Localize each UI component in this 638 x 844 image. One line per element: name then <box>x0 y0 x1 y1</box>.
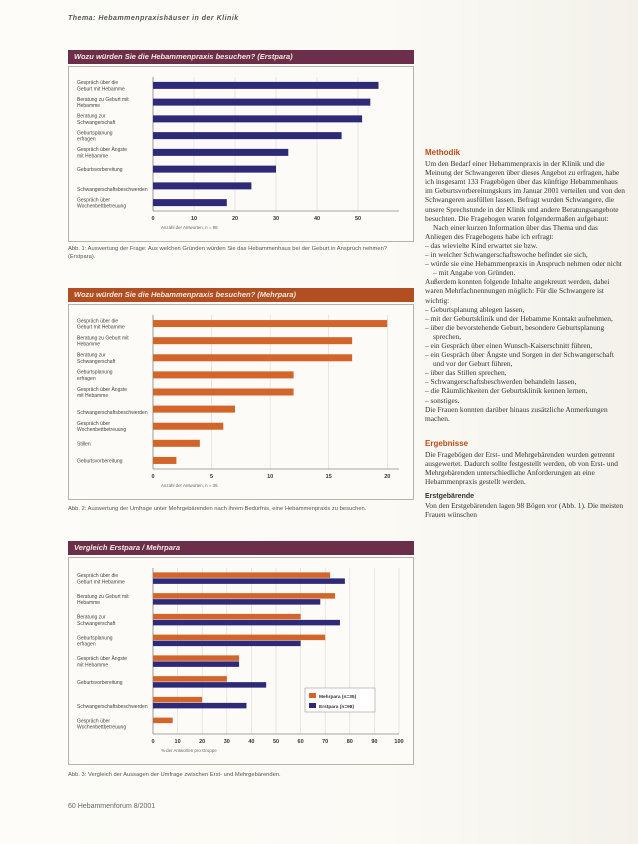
bar <box>153 457 176 464</box>
bar-erstpara <box>153 682 266 688</box>
bar <box>153 371 294 378</box>
bar <box>153 115 362 122</box>
bar-mehrpara <box>153 697 202 703</box>
figure-3-caption: Abb. 3: Vergleich der Aussagen der Umfrage zwischen Erst- und Mehrgebärenden. <box>68 772 281 778</box>
x-tick-label: 80 <box>346 739 353 745</box>
x-tick-label: 0 <box>151 216 155 222</box>
bar-mehrpara <box>153 572 330 578</box>
category-label: Stillen <box>77 441 91 448</box>
category-label: Beratung zur Schwangerschaft <box>77 352 116 365</box>
paragraph-methodik-3: Außerdem konnten folgende Inhalte angekreuzt werden, dabei waren Mehrfachnennungen möglich: Für die Schwangere ist wichtig: <box>425 277 610 305</box>
figure-1-caption: Abb. 1: Auswertung der Frage: Aus welchen Gründen würden Sie das Hebammenhaus bei der Geburt in Anspruch nehmen? (Erstpara). <box>68 246 388 260</box>
x-tick-label: 10 <box>174 739 181 745</box>
category-label: Geburtsvorbereitung <box>77 167 123 174</box>
x-tick-label: 20 <box>384 474 391 480</box>
figure-1-title: Wozu würden Sie die Hebammenpraxis besuchen? (Erstpara) <box>68 50 414 64</box>
figure-3-chart <box>68 557 414 765</box>
bar-mehrpara <box>153 614 301 620</box>
bar <box>153 320 387 327</box>
bar <box>153 182 251 189</box>
category-label: Gespräch über Wochenbettbetreuung <box>77 197 127 210</box>
category-label: Gespräch über die Geburt mit Hebamme <box>77 573 125 586</box>
category-label: Gespräch über Ängste mit Hebamme <box>77 147 128 160</box>
category-label: Geburtsplanung erfragen <box>77 130 113 143</box>
bar-mehrpara <box>153 718 173 724</box>
x-axis-label: Anzahl der Antworten, n = 98 <box>161 225 218 230</box>
category-label: Gespräch über Wochenbettbetreuung <box>77 421 127 434</box>
bar-erstpara <box>153 641 301 647</box>
bar-erstpara <box>153 703 246 709</box>
list-item: – sonstiges. <box>425 395 460 405</box>
category-label: Schwangerschaftsbeschwerden <box>77 186 148 193</box>
category-label: Beratung zu Geburt mit Hebamme <box>77 96 129 110</box>
running-header: Thema: Hebammenpraxishäuser in der Klinik <box>68 15 239 22</box>
category-label: Geburtsplanung erfragen <box>77 369 113 382</box>
x-tick-label: 40 <box>313 216 321 222</box>
paragraph-methodik-1: Um den Bedarf einer Hebammenpraxis in der Klinik und die Meinung der Schwangeren über dieses Angebot zu erfragen, habe ich insgesamt 133 Fragebögen über das künftige Hebammenhaus im Geburtsvorbereitungskurs im Januar 2001 verteilen und von den Schwangeren ausfüllen lassen. Befragt wurden Schwangere, die unsere Sprechstunde in der Klinik und andere Beratungsangebote besuchten. Die Fragebogen waren folgendermaßen aufgebaut: <box>425 159 625 223</box>
paragraph-ergebnisse-1: Die Fragebögen der Erst- und Mehrgebärenden wurden getrennt ausgewertet. Dadurch sollte festgestellt werden, ob von Erst- und Mehrgebärenden unterschiedliche Anforderungen an eine Hebammenpraxis gestellt werden. <box>425 449 618 487</box>
list-item: – ein Gespräch über einen Wunsch-Kaiserschnitt führen, <box>425 340 593 350</box>
bar-erstpara <box>153 599 320 605</box>
category-label: Beratung zur Schwangerschaft <box>77 614 116 627</box>
heading-methodik: Methodik <box>425 148 461 157</box>
bar <box>153 99 370 106</box>
x-tick-label: 40 <box>248 739 255 745</box>
category-label: Gespräch über Ängste mit Hebamme <box>77 386 128 399</box>
figure-3-svg <box>69 558 413 764</box>
bar <box>153 389 294 396</box>
question-list <box>425 241 625 277</box>
list-item: – mit der Geburtsklinik und der Hebamme Kontakt aufnehmen, <box>425 313 613 323</box>
x-axis-label: Anzahl der Antworten, n = 35 <box>161 483 218 488</box>
category-label: Geburtsvorbereitung <box>77 680 123 687</box>
x-tick-label: 70 <box>322 739 329 745</box>
heading-ergebnisse: Ergebnisse <box>425 438 469 448</box>
category-label: Gespräch über die Geburt mit Hebamme <box>77 318 125 331</box>
list-item: – das wievielte Kind erwartet sie bzw. <box>425 240 538 250</box>
bar <box>153 337 352 344</box>
list-item: – ein Gespräch über Ängste und Sorgen in der Schwangerschaft und vor der Geburt führen, <box>425 350 614 369</box>
bar <box>153 406 235 413</box>
x-axis-label: % der Antworten pro Gruppe <box>161 748 217 753</box>
figure-2-svg <box>69 305 413 499</box>
legend-swatch <box>309 693 316 698</box>
x-tick-label: 0 <box>151 474 155 480</box>
x-tick-label: 15 <box>325 474 332 480</box>
figure-2-title: Wozu würden Sie die Hebammenpraxis besuchen? (Mehrpara) <box>68 288 414 302</box>
legend-label: Erstpara (n=98) <box>319 705 355 710</box>
x-tick-label: 30 <box>272 216 280 222</box>
bar <box>153 199 227 206</box>
bar <box>153 423 223 430</box>
bar <box>153 166 276 173</box>
page-footer: 60 Hebammenforum 8/2001 <box>68 803 156 810</box>
bar-mehrpara <box>153 635 325 641</box>
figure-2-caption: Abb. 2: Auswertung der Umfrage unter Mehrgebärenden nach ihrem Bedürfnis, eine Hebammenpraxis zu besuchen. <box>68 506 367 512</box>
options-list <box>425 305 625 405</box>
list-item: – würde sie eine Hebammenpraxis in Anspruch nehmen oder nicht – mit Angabe von Gründen. <box>425 259 622 278</box>
bar <box>153 149 288 156</box>
category-label: Gespräch über Ängste mit Hebamme <box>77 656 128 669</box>
category-label: Schwangerschaftsbeschwerden <box>77 410 148 417</box>
list-item: – die Räumlichkeiten der Geburtsklinik kennen lernen, <box>425 386 588 396</box>
x-tick-label: 30 <box>223 739 230 745</box>
paragraph-methodik-4: Die Frauen konnten darüber hinaus zusätzliche Anmerkungen machen. <box>425 404 608 423</box>
legend-label: Mehrpara (n=35) <box>319 695 357 700</box>
bar-erstpara <box>153 620 340 626</box>
paragraph-erstgebaerende: Von den Erstgebärenden lagen 98 Bögen vor (Abb. 1). Die meisten Frauen wünschen <box>425 501 624 520</box>
bar-erstpara <box>153 661 239 667</box>
subheading-erstgebaerende: Erstgebärende <box>425 493 475 501</box>
category-label: Beratung zu Geburt mit Hebamme <box>77 335 129 348</box>
figure-2-chart <box>68 304 414 500</box>
x-tick-label: 20 <box>231 216 239 222</box>
x-tick-label: 0 <box>151 739 155 745</box>
legend-swatch <box>309 703 316 708</box>
bar <box>153 354 352 361</box>
list-item: – über das Stillen sprechen, <box>425 368 507 378</box>
list-item: – über die bevorstehende Geburt, besondere Geburtsplanung sprechen, <box>425 322 605 341</box>
list-item: – Schwangerschaftsbeschwerden behandeln lassen, <box>425 377 577 387</box>
figure-1-svg <box>69 67 413 241</box>
category-label: Schwangerschaftsbeschwerden <box>77 703 148 710</box>
bar <box>153 82 379 89</box>
x-tick-label: 50 <box>272 739 280 745</box>
x-tick-label: 60 <box>297 739 304 745</box>
x-tick-label: 50 <box>354 216 362 222</box>
bar-mehrpara <box>153 676 227 682</box>
category-label: Geburtsplanung erfragen <box>77 635 113 648</box>
x-tick-label: 5 <box>210 474 214 480</box>
bar <box>153 440 200 447</box>
bar-mehrpara <box>153 655 239 661</box>
bar-mehrpara <box>153 593 335 599</box>
category-label: Beratung zu Geburt mit Hebamme <box>77 593 129 607</box>
x-tick-label: 10 <box>267 474 274 480</box>
list-item: – Geburtsplanung ablegen lassen, <box>425 304 525 314</box>
figure-3-title: Vergleich Erstpara / Mehrpara <box>68 541 414 555</box>
category-label: Gespräch über Wochenbettbetreuung <box>77 718 127 731</box>
paragraph-methodik-2: Nach einer kurzen Information über das Thema und das Anliegen des Fragebogens habe ich erfragt: <box>425 222 598 241</box>
category-label: Gespräch über die Geburt mit Hebamme <box>77 80 125 93</box>
bar <box>153 132 342 139</box>
category-label: Beratung zur Schwangerschaft <box>77 113 116 126</box>
list-item: – in welcher Schwangerschaftswoche befindet sie sich, <box>425 250 588 260</box>
x-tick-label: 90 <box>371 739 378 745</box>
x-tick-label: 10 <box>190 216 198 222</box>
x-tick-label: 100 <box>394 739 404 745</box>
category-label: Geburtsvorbereitung <box>77 458 123 465</box>
article-column <box>425 148 625 520</box>
x-tick-label: 20 <box>199 739 206 745</box>
figure-1-chart <box>68 66 414 242</box>
bar-erstpara <box>153 578 345 584</box>
